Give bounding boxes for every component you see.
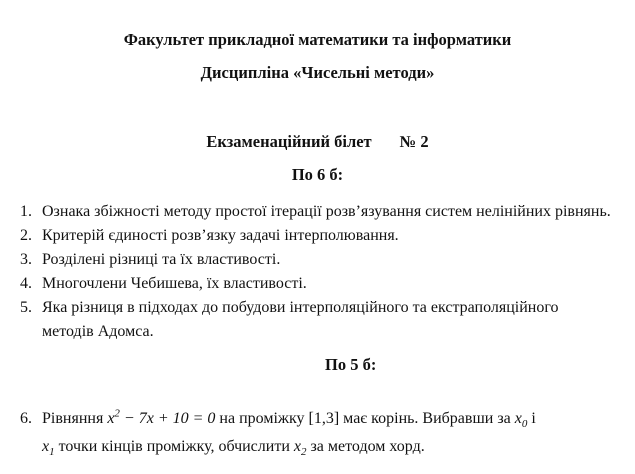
question-text: точки кінців проміжку, обчислити	[58, 438, 290, 455]
question-item	[12, 200, 612, 224]
equation	[107, 407, 216, 427]
var-sub: 1	[49, 446, 55, 459]
var-x0	[514, 410, 528, 431]
question-6-line-1	[12, 405, 622, 433]
eq-var: x	[107, 410, 115, 427]
question-number: 2.	[20, 227, 32, 244]
question-number: 5.	[20, 299, 32, 316]
question-6	[12, 405, 622, 461]
var-sub: 0	[521, 418, 528, 431]
question-list	[12, 200, 612, 344]
question-text: на проміжку [1,3] має корінь. Вибравши за	[219, 410, 511, 427]
question-text: і	[531, 410, 536, 427]
question-text: Розділені різниці та їх властивості.	[42, 251, 281, 268]
section-points-6: По 6 б:	[291, 165, 344, 184]
question-text: Ознака збіжності методу простої ітерації розв’язування систем нелінійних рівнянь.	[42, 203, 611, 220]
question-number: 3.	[20, 251, 32, 268]
question-number: 4.	[20, 275, 32, 292]
question-6-line-2	[12, 433, 622, 461]
section-points-5: По 5 б:	[325, 355, 377, 374]
ticket-title: Екзаменаційний білет	[206, 132, 372, 151]
ticket-number: № 2	[399, 132, 429, 151]
question-item	[12, 272, 612, 296]
question-number: 6.	[20, 410, 32, 427]
question-text: Многочлени Чебишева, їх властивості.	[42, 275, 307, 292]
question-text: Рівняння	[42, 410, 104, 427]
var: x	[514, 410, 522, 427]
var-x2	[293, 438, 307, 459]
question-text: Яка різниця в підходах до побудови інтерполяційного та екстраполяційного методів Адомса.	[42, 299, 559, 340]
question-number: 1.	[20, 203, 32, 220]
question-item	[12, 248, 612, 272]
eq-exponent: 2	[114, 407, 120, 420]
faculty-title: Факультет прикладної математики та інформатики	[123, 30, 512, 49]
var-sub: 2	[300, 446, 307, 459]
var: x	[42, 438, 50, 455]
question-text: за методом хорд.	[310, 438, 425, 455]
question-item	[12, 224, 612, 248]
eq-rest: − 7x + 10 = 0	[119, 410, 216, 427]
discipline-title: Дисципліна «Чисельні методи»	[200, 63, 435, 82]
var-x1	[42, 438, 55, 459]
var: x	[293, 438, 301, 455]
question-item	[12, 296, 612, 344]
ticket-heading	[0, 132, 635, 152]
question-text: Критерій єдиності розв’язку задачі інтерполювання.	[42, 227, 399, 244]
